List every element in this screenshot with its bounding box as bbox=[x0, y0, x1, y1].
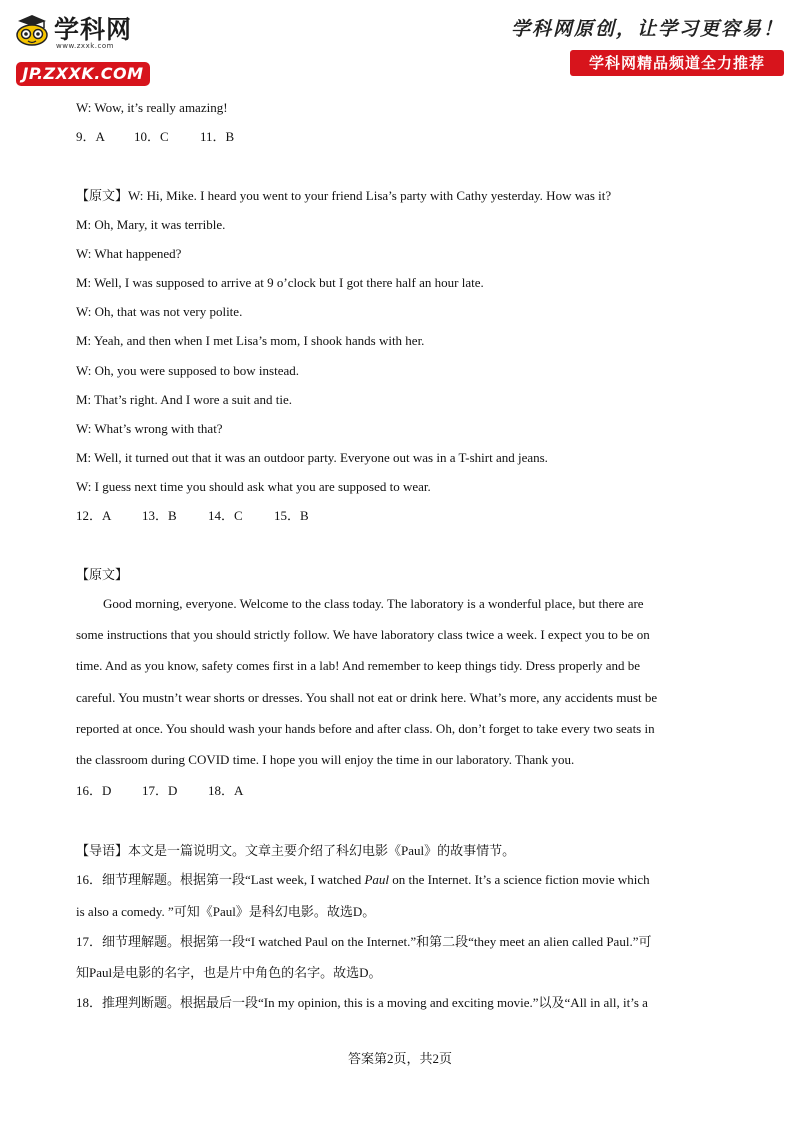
answer-item: 12．A bbox=[76, 508, 112, 523]
movie-title: Paul bbox=[364, 872, 390, 887]
section-label: 【原文】 bbox=[76, 567, 129, 582]
site-badge[interactable]: JP.ZXXK.COM bbox=[16, 62, 150, 86]
text-line: 【原文】W: Hi, Mike. I heard you went to your friend Lisa’s party with Cathy yesterday. How was it? bbox=[76, 188, 612, 203]
text-line: M: Yeah, and then when I met Lisa’s mom, I shook hands with her. bbox=[76, 333, 425, 348]
explanation-text: on the Internet. It’s a science fiction movie which bbox=[389, 872, 650, 887]
answer-row bbox=[76, 129, 234, 145]
text-line: W: Oh, you were supposed to bow instead. bbox=[76, 363, 300, 378]
text-line: M: Well, it turned out that it was an outdoor party. Everyone out was in a T-shirt and jeans. bbox=[76, 450, 548, 465]
answer-item: 18．A bbox=[208, 783, 244, 798]
brand-name: 学科网 bbox=[54, 15, 133, 44]
header-logo bbox=[14, 10, 150, 83]
text-line: W: What happened? bbox=[76, 246, 182, 261]
answer-item: 9．A bbox=[76, 129, 105, 144]
answer-item: 14．C bbox=[208, 508, 243, 523]
paragraph-line: reported at once. You should wash your hands before and after class. Oh, don’t forget to take every two seats in bbox=[76, 720, 655, 736]
explanation-line: 17．细节理解题。根据第一段“I watched Paul on the Internet.”和第二段“they meet an alien called Paul.”可 bbox=[76, 934, 652, 949]
paragraph-line: time. And as you know, safety comes first in a lab! And remember to keep things tidy. Dress properly and be bbox=[76, 658, 641, 674]
answer-item: 10．C bbox=[134, 129, 169, 144]
paragraph-line: careful. You mustn’t wear shorts or dresses. You shall not eat or drink here. What’s more, any accidents must be bbox=[76, 689, 658, 705]
answer-item: 17．D bbox=[142, 783, 178, 798]
text-line: M: Well, I was supposed to arrive at 9 o’clock but I got there half an hour late. bbox=[76, 275, 484, 290]
explanation-text: 16．细节理解题。根据第一段“Last week, I watched bbox=[76, 872, 365, 887]
answer-row bbox=[76, 508, 309, 524]
explanation-line bbox=[76, 872, 650, 888]
paragraph-line: the classroom during COVID time. I hope you will enjoy the time in our laboratory. Thank you. bbox=[76, 751, 575, 767]
page-footer: 答案第2页，共2页 bbox=[347, 1051, 452, 1066]
text-line: W: What’s wrong with that? bbox=[76, 421, 223, 436]
text-line: M: Oh, Mary, it was terrible. bbox=[76, 217, 226, 232]
paragraph-line: Good morning, everyone. Welcome to the class today. The laboratory is a wonderful place, but there are bbox=[103, 596, 644, 611]
answer-row bbox=[76, 783, 243, 799]
answer-item: 16．D bbox=[76, 783, 112, 798]
transcript-paragraph bbox=[76, 588, 726, 775]
intro-text: 【导语】本文是一篇说明文。文章主要介绍了科幻电影《Paul》的故事情节。 bbox=[76, 843, 516, 858]
mascot-icon bbox=[14, 13, 50, 47]
text-line: M: That’s right. And I wore a suit and tie. bbox=[76, 392, 293, 407]
answer-item: 13．B bbox=[142, 508, 177, 523]
brand-url: www.zxxk.com bbox=[56, 42, 114, 50]
paragraph-line: some instructions that you should strictly follow. We have laboratory class twice a week. I expect you to be on bbox=[76, 627, 650, 643]
explanation-line: is also a comedy. ”可知《Paul》是科幻电影。故选D。 bbox=[76, 904, 376, 919]
text-line: W: I guess next time you should ask what you are supposed to wear. bbox=[76, 479, 431, 494]
answer-item: 11．B bbox=[200, 129, 235, 144]
text-line: W: Oh, that was not very polite. bbox=[76, 304, 243, 319]
explanation-line: 知Paul是电影的名字，也是片中角色的名字。故选D。 bbox=[76, 965, 382, 980]
explanation-line: 18．推理判断题。根据最后一段“In my opinion, this is a moving and exciting movie.”以及“All in all, it’s a bbox=[76, 995, 648, 1010]
text-line: W: Wow, it’s really amazing! bbox=[76, 100, 228, 115]
header-slogan: 学科网原创，让学习更容易！ bbox=[510, 18, 784, 40]
channel-badge: 学科网精品频道全力推荐 bbox=[570, 50, 784, 76]
answer-item: 15．B bbox=[274, 508, 309, 523]
